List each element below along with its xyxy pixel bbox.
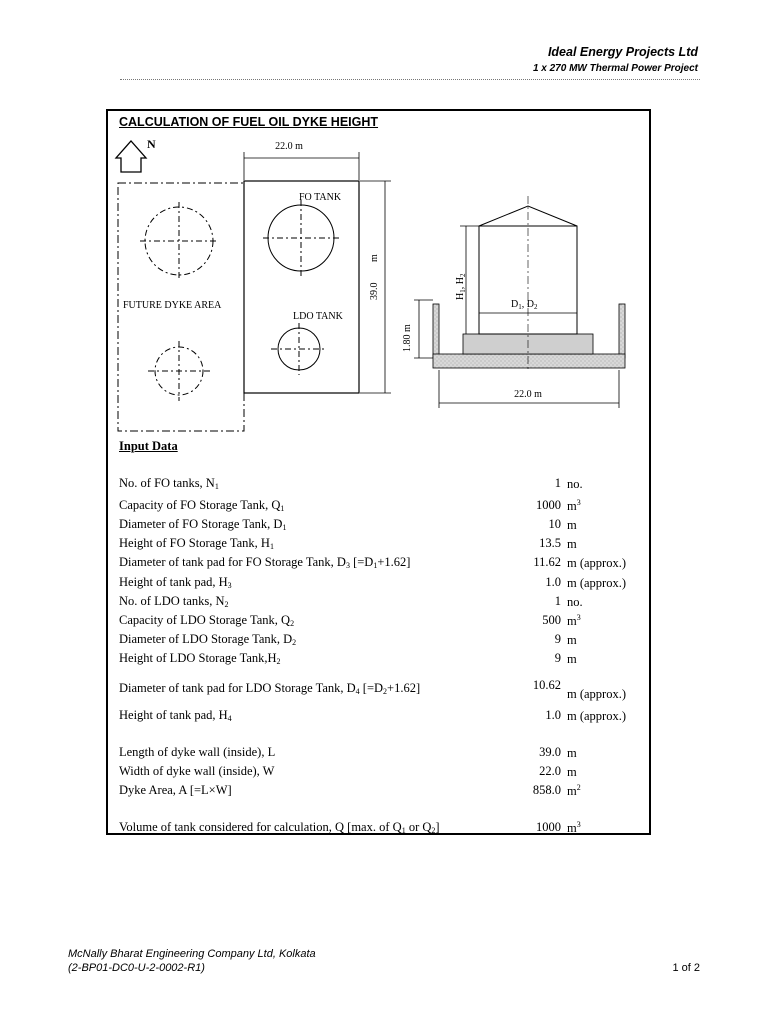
input-row-value: 22.0 bbox=[539, 764, 561, 778]
input-row-value: 11.62 bbox=[533, 555, 561, 569]
input-row-value: 1 bbox=[554, 476, 561, 490]
input-row-value: 500 bbox=[542, 613, 561, 627]
input-row-unit: $m^3$ bbox=[567, 820, 581, 835]
input-row bbox=[0, 632, 768, 650]
plan-width-dimension: 22.0 m bbox=[275, 141, 303, 152]
input-row-value: 1 bbox=[554, 594, 561, 608]
dyke-layout-drawing bbox=[0, 0, 768, 440]
input-row-value: 13.5 bbox=[539, 536, 561, 550]
input-row-unit: m bbox=[567, 537, 577, 551]
future-tank-top bbox=[140, 202, 218, 280]
input-row-label: Height of tank pad, $H_4$ bbox=[119, 708, 232, 723]
ldo-tank-label: LDO TANK bbox=[293, 311, 343, 322]
input-row-unit: m (approx.) bbox=[567, 556, 627, 570]
section-d-label: $D_1$, $D_2$ bbox=[511, 299, 538, 311]
input-row-label: Dyke Area, A [=L×W] bbox=[119, 783, 232, 797]
plan-length-dimension: 39.0 bbox=[369, 282, 380, 300]
input-row-label: Diameter of FO Storage Tank, $D_1$ bbox=[119, 517, 287, 532]
future-dyke-area-label: FUTURE DYKE AREA bbox=[123, 300, 222, 311]
input-row bbox=[0, 678, 768, 701]
input-row-value: 858.0 bbox=[532, 783, 561, 797]
ldo-tank-plan bbox=[271, 323, 327, 375]
input-row bbox=[0, 476, 768, 494]
input-row-unit: m bbox=[567, 652, 577, 666]
input-row-value: 1000 bbox=[536, 820, 561, 834]
fo-tank-plan bbox=[263, 200, 339, 276]
input-row bbox=[0, 517, 768, 535]
input-row bbox=[0, 783, 768, 801]
input-row-unit: $m^3$ bbox=[567, 498, 581, 513]
fo-tank-label: FO TANK bbox=[299, 192, 342, 203]
plan-length-unit: m bbox=[369, 254, 380, 262]
input-row-value: 1.0 bbox=[545, 708, 561, 722]
input-row-unit: m (approx.) bbox=[567, 576, 627, 590]
input-row-value: 10 bbox=[548, 517, 561, 531]
input-row-unit: m bbox=[567, 518, 577, 532]
dyke-section-view bbox=[414, 196, 625, 408]
input-row-label: Capacity of FO Storage Tank, $Q_1$ bbox=[119, 498, 285, 513]
section-width-dimension: 22.0 m bbox=[514, 389, 542, 400]
input-row-label: Capacity of LDO Storage Tank, $Q_2$ bbox=[119, 613, 295, 628]
input-row bbox=[0, 594, 768, 612]
input-row-value: 1000 bbox=[536, 498, 561, 512]
input-row bbox=[0, 575, 768, 593]
project-name: 1 x 270 MW Thermal Power Project bbox=[532, 63, 698, 74]
input-row-value: 39.0 bbox=[539, 745, 561, 759]
section-h-label: $H_1$, $H_2$ bbox=[455, 273, 467, 300]
input-row-unit: $m^2$ bbox=[567, 783, 581, 798]
input-row-label: No. of LDO tanks, $N_2$ bbox=[119, 594, 229, 609]
input-row-unit: no. bbox=[567, 595, 583, 609]
input-row-label: Volume of tank considered for calculation, Q [max. of $Q_1$ or $Q_2$] bbox=[119, 820, 440, 835]
input-row-unit: m (approx.) bbox=[567, 687, 627, 701]
input-row-label: Diameter of tank pad for LDO Storage Tank, $D_4$ $[=D_2+1.62]$ bbox=[119, 681, 421, 696]
input-row bbox=[0, 651, 768, 669]
input-row-unit: m (approx.) bbox=[567, 709, 627, 723]
input-row-label: Height of tank pad, $H_3$ bbox=[119, 575, 232, 590]
input-row-value: 10.62 bbox=[532, 678, 561, 692]
input-row-label: Length of dyke wall (inside), L bbox=[119, 745, 276, 759]
input-row-label: Diameter of tank pad for FO Storage Tank, $D_3$ $[=D_1+1.62]$ bbox=[119, 555, 411, 570]
input-row-label: Width of dyke wall (inside), W bbox=[119, 764, 275, 778]
footer-company: McNally Bharat Engineering Company Ltd, Kolkata bbox=[68, 948, 316, 960]
input-data-heading: Input Data bbox=[119, 439, 178, 453]
input-row bbox=[0, 613, 768, 631]
input-row-unit: m bbox=[567, 765, 577, 779]
input-row-label: Diameter of LDO Storage Tank, $D_2$ bbox=[119, 632, 297, 647]
dyke-plan-outline bbox=[244, 181, 359, 393]
input-row-value: 1.0 bbox=[545, 575, 561, 589]
company-name: Ideal Energy Projects Ltd bbox=[547, 45, 698, 59]
input-row bbox=[0, 536, 768, 554]
input-row-unit: no. bbox=[567, 477, 583, 491]
input-row-unit: $m^3$ bbox=[567, 613, 581, 628]
input-row-label: Height of LDO Storage $Tank,H_2$ bbox=[119, 651, 281, 666]
input-row-value: 9 bbox=[554, 651, 561, 665]
input-row-unit: m bbox=[567, 633, 577, 647]
input-row bbox=[0, 764, 768, 782]
north-label: N bbox=[147, 137, 156, 151]
footer-document-number: (2-BP01-DC0-U-2-0002-R1) bbox=[68, 962, 205, 974]
calculation-title: CALCULATION OF FUEL OIL DYKE HEIGHT bbox=[119, 115, 379, 129]
north-arrow-icon bbox=[116, 141, 146, 172]
input-row-value: 9 bbox=[554, 632, 561, 646]
section-wall-height: 1.80 m bbox=[402, 324, 413, 352]
input-row bbox=[0, 745, 768, 763]
input-row bbox=[0, 820, 768, 838]
page-number: 1 of 2 bbox=[672, 962, 700, 974]
input-row bbox=[0, 498, 768, 516]
input-row-label: No. of FO tanks, $N_1$ bbox=[119, 476, 219, 491]
input-row-label: Height of FO Storage Tank, $H_1$ bbox=[119, 536, 274, 551]
input-row-unit: m bbox=[567, 746, 577, 760]
input-row bbox=[0, 708, 768, 726]
future-tank-bottom bbox=[148, 341, 210, 401]
input-row bbox=[0, 555, 768, 573]
